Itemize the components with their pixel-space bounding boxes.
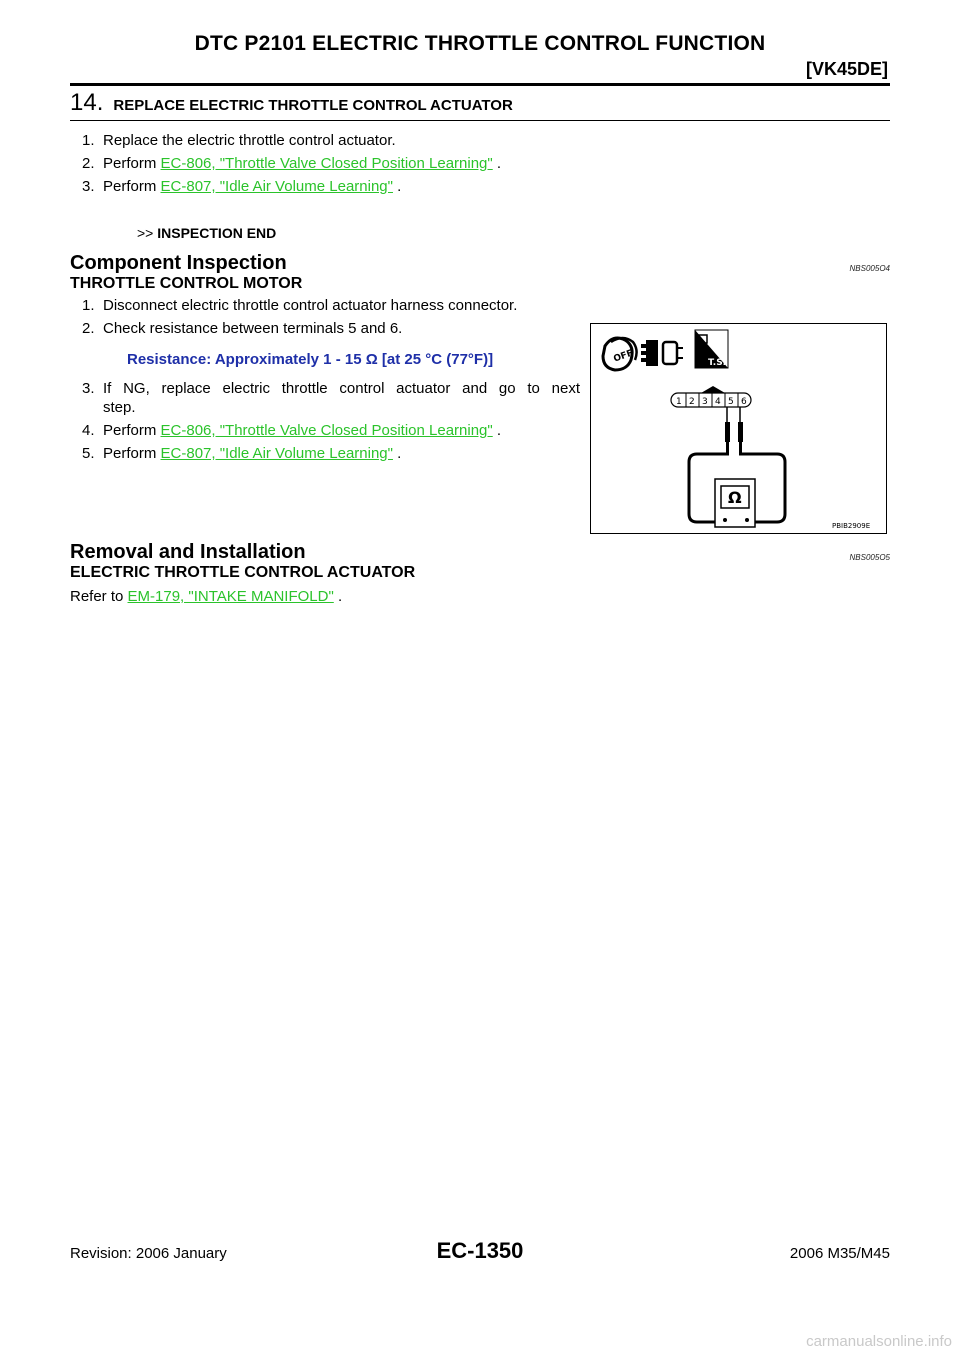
terminal-5: 5 — [728, 397, 734, 407]
ci-item-5: 5. Perform EC-807, "Idle Air Volume Learning" . — [82, 445, 402, 462]
ci-item-3-line1: If NG, replace electric throttle control actuator and go to next — [103, 380, 580, 397]
ci-item-2: 2. Check resistance between terminals 5 and 6. — [82, 320, 403, 337]
inspection-end: >> INSPECTION END — [137, 225, 277, 241]
engine-tag: [VK45DE] — [805, 59, 888, 79]
ignition-off-icon — [603, 338, 637, 370]
step-divider — [70, 120, 890, 121]
throttle-control-motor-subtitle: THROTTLE CONTROL MOTOR — [70, 275, 303, 292]
section-code: NBS005O4 — [849, 264, 890, 273]
ci-item-3-line2: step. — [103, 399, 136, 416]
step-title: REPLACE ELECTRIC THROTTLE CONTROL ACTUATOR — [113, 97, 513, 114]
terminal-4: 4 — [715, 397, 721, 407]
ohmmeter — [715, 479, 755, 527]
ts-icon — [695, 330, 728, 368]
section-code-removal: NBS005O5 — [849, 553, 890, 562]
step-14-heading — [70, 89, 513, 117]
link-ec-806[interactable]: EC-806, "Throttle Valve Closed Position Learning" — [160, 155, 493, 172]
svg-text:OFF: OFF — [612, 348, 635, 365]
removal-reference: Refer to EM-179, "INTAKE MANIFOLD" . — [70, 588, 343, 605]
footer-model: 2006 M35/M45 — [789, 1245, 890, 1262]
resistance-spec: Resistance: Approximately 1 - 15 Ω [at 25 °C (77°F)] — [127, 351, 494, 368]
step14-item-3: 3. Perform EC-807, "Idle Air Volume Learning" . — [82, 178, 402, 195]
footer-revision: Revision: 2006 January — [70, 1245, 227, 1262]
diagram-ref-code: PBIB2909E — [832, 522, 871, 530]
component-inspection-title: Component Inspection — [70, 252, 287, 274]
footer-page-number: EC-1350 — [436, 1238, 524, 1263]
harness-connector — [671, 386, 751, 407]
ci-item-1: 1. Disconnect electric throttle control actuator harness connector. — [82, 297, 518, 314]
terminal-2: 2 — [689, 397, 695, 407]
connector-disconnect-icon — [641, 340, 683, 366]
ci-item-4: 4. Perform EC-806, "Throttle Valve Closed Position Learning" . — [82, 422, 502, 439]
link-ec-807-b[interactable]: EC-807, "Idle Air Volume Learning" — [160, 445, 393, 462]
svg-text:T.S.: T.S. — [708, 358, 727, 368]
ohm-symbol: Ω — [728, 488, 742, 507]
step14-item-2: 2. Perform EC-806, "Throttle Valve Closed Position Learning" . — [82, 155, 502, 172]
diagram-svg — [591, 324, 886, 533]
step-number: 14. — [70, 89, 104, 116]
step14-item-1: 1. Replace the electric throttle control actuator. — [82, 132, 396, 149]
link-ec-806-b[interactable]: EC-806, "Throttle Valve Closed Position Learning" — [160, 422, 493, 439]
header-divider — [70, 83, 890, 86]
resistance-check-diagram — [590, 323, 887, 534]
removal-installation-title: Removal and Installation — [70, 541, 306, 563]
watermark: carmanualsonline.info — [806, 1333, 952, 1350]
actuator-subtitle: ELECTRIC THROTTLE CONTROL ACTUATOR — [70, 564, 416, 581]
terminal-1: 1 — [676, 397, 682, 407]
page-title: DTC P2101 ELECTRIC THROTTLE CONTROL FUNCTION — [194, 32, 766, 55]
terminal-3: 3 — [702, 397, 708, 407]
link-em-179[interactable]: EM-179, "INTAKE MANIFOLD" — [127, 588, 334, 605]
ci-item-3-num: 3. — [82, 380, 95, 397]
link-ec-807[interactable]: EC-807, "Idle Air Volume Learning" — [160, 178, 393, 195]
terminal-6: 6 — [741, 397, 747, 407]
